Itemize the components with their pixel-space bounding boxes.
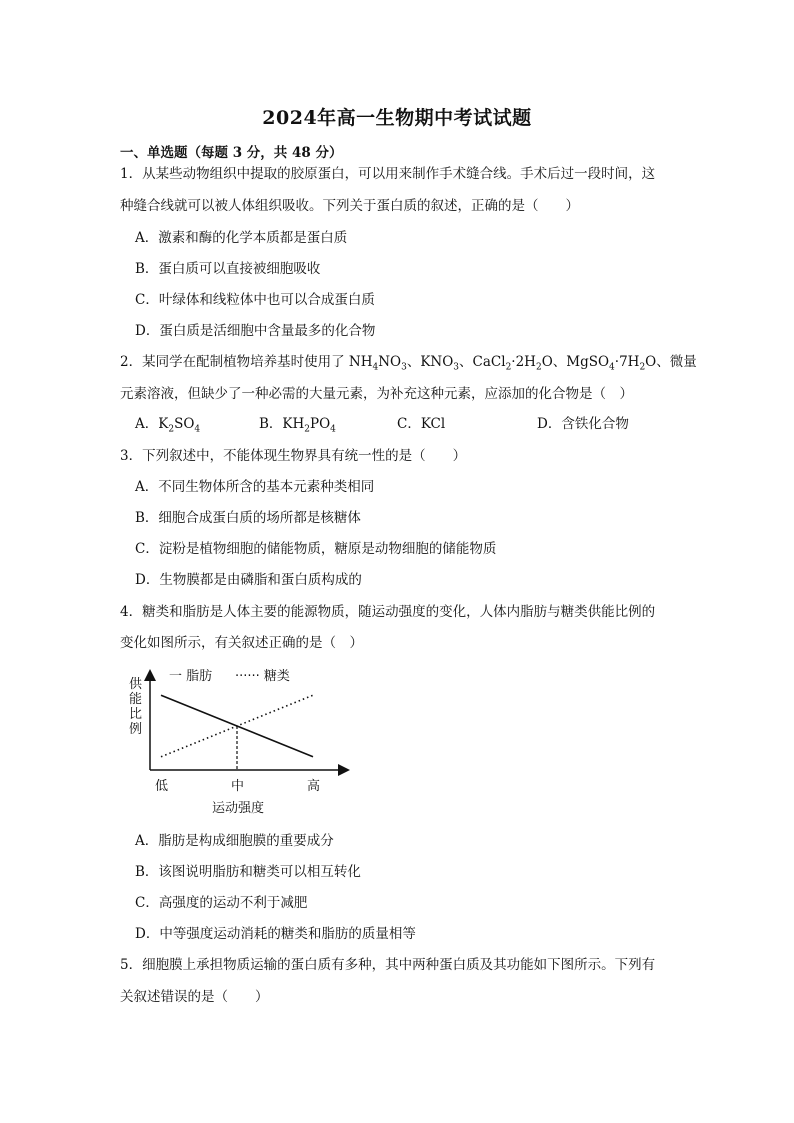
q4-option-d: D．中等强度运动消耗的糖类和脂肪的质量相等	[135, 926, 416, 942]
q1-stem-line1: 1．从某些动物组织中提取的胶原蛋白，可以用来制作手术缝合线。手术后过一段时间，这	[120, 166, 656, 182]
q2-stem-line2: 元素溶液，但缺少了一种必需的大量元素，为补充这种元素，应添加的化合物是（ ）	[120, 386, 633, 402]
q4-stem-line2: 变化如图所示，有关叙述正确的是（ ）	[120, 635, 363, 651]
q3-option-c: C．淀粉是植物细胞的储能物质，糖原是动物细胞的储能物质	[135, 541, 497, 557]
page-title: 2024年高一生物期中考试试题	[262, 107, 532, 129]
q2-option-d: D．含铁化合物	[537, 416, 629, 432]
q4-option-b: B．该图说明脂肪和糖类可以相互转化	[135, 864, 361, 880]
q5-stem-line1: 5．细胞膜上承担物质运输的蛋白质有多种，其中两种蛋白质及其功能如下图所示。下列有	[120, 957, 656, 973]
q2-option-b: B．$KH_2PO_4$	[259, 416, 336, 435]
q3-option-a: A．不同生物体所含的基本元素种类相同	[135, 479, 375, 495]
legend-sugar: ······ 糖类	[235, 669, 290, 684]
q3-option-d: D．生物膜都是由磷脂和蛋白质构成的	[135, 572, 362, 588]
q1-option-b: B．蛋白质可以直接被细胞吸收	[135, 261, 321, 277]
y-axis-label: 供能比例	[129, 677, 143, 737]
energy-ratio-chart	[125, 660, 365, 820]
x-tick-label: 低	[155, 779, 169, 794]
section-heading: 一、单选题（每题 3 分，共 48 分）	[120, 145, 343, 161]
x-axis-label: 运动强度	[212, 801, 265, 816]
q1-option-d: D．蛋白质是活细胞中含量最多的化合物	[135, 323, 376, 339]
q4-stem-line1: 4．糖类和脂肪是人体主要的能源物质，随运动强度的变化，人体内脂肪与糖类供能比例的	[120, 604, 656, 620]
x-tick-label: 中	[231, 779, 245, 794]
q2-stem-line1: 2．某同学在配制植物培养基时使用了 $NH_4NO_3$、$KNO_3$、$CaCl_2\cdot 2H_2O$、$MgSO_4\cdot 7H_2O$、微量	[120, 354, 697, 373]
q2-option-c: C．KCl	[397, 416, 446, 432]
q4-option-a: A．脂肪是构成细胞膜的重要成分	[135, 833, 334, 849]
q2-option-a: A．$K_2SO_4$	[135, 416, 201, 435]
q1-option-a: A．激素和酶的化学本质都是蛋白质	[135, 230, 348, 246]
x-tick-label: 高	[307, 779, 321, 794]
q1-option-c: C．叶绿体和线粒体中也可以合成蛋白质	[135, 292, 375, 308]
q1-stem-line2: 种缝合线就可以被人体组织吸收。下列关于蛋白质的叙述，正确的是（ ）	[120, 198, 579, 214]
q3-option-b: B．细胞合成蛋白质的场所都是核糖体	[135, 510, 361, 526]
legend-fat: 一 脂肪	[169, 669, 213, 684]
q4-option-c: C．高强度的运动不利于减肥	[135, 895, 308, 911]
q5-stem-line2: 关叙述错误的是（ ）	[120, 989, 269, 1005]
q3-stem-line1: 3．下列叙述中，不能体现生物界具有统一性的是（ ）	[120, 448, 467, 464]
